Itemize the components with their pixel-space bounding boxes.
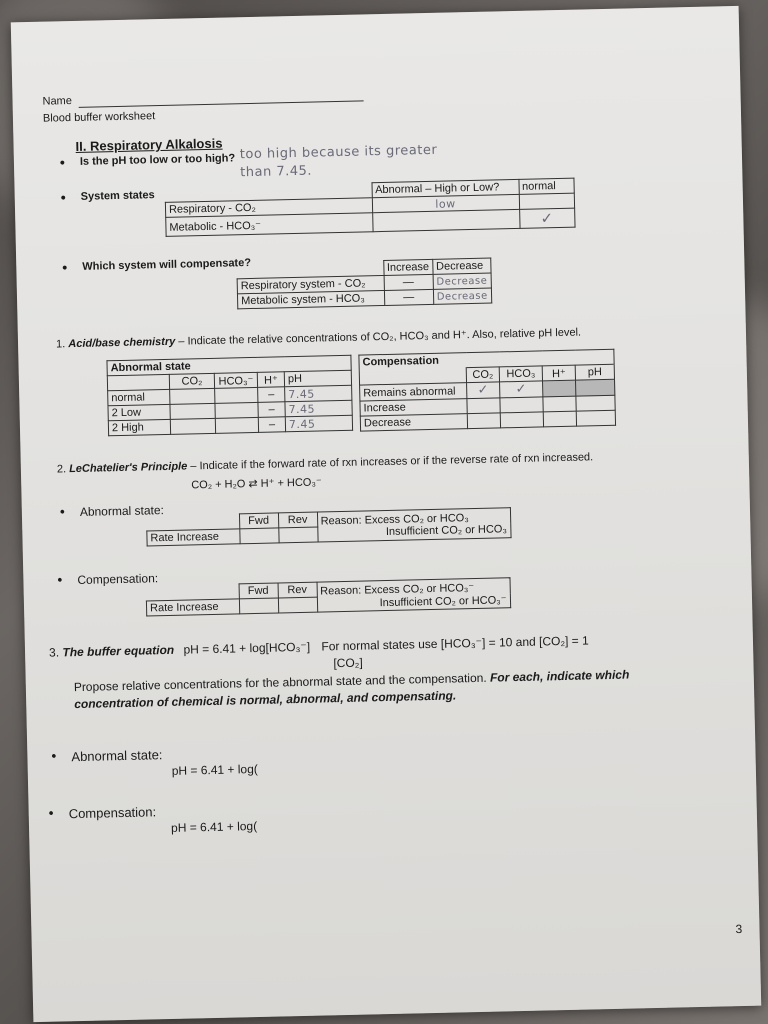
q1-abnormal-header: Abnormal state — [107, 355, 351, 376]
q1-comp-r1: Remains abnormal — [360, 383, 467, 401]
q2-text: – Indicate if the forward rate of rxn increases or if the reverse rate of rxn increased. — [187, 451, 594, 473]
name-line — [79, 100, 364, 107]
states-row-metabolic: Metabolic - HCO₃⁻ — [166, 213, 373, 237]
q1-comp-col-co2: CO₂ — [466, 367, 499, 383]
comp-row-metabolic: Metabolic system - HCO₃ — [237, 290, 384, 308]
q1-r3-ph: 7.45 — [285, 415, 352, 432]
q1-compensation-table — [358, 349, 616, 432]
name-label: Name — [42, 95, 73, 108]
q3-for-each: For each, indicate which — [489, 667, 630, 685]
q2-c-reason-excess: Reason: Excess CO₂ or HCO₃⁻ — [320, 581, 475, 598]
system-states-label: • System states — [81, 189, 155, 203]
q1-r1-h: – — [258, 387, 285, 403]
q1-r2-h: – — [258, 402, 285, 418]
q1-prompt — [56, 326, 581, 351]
ph-answer-line2: than 7.45. — [240, 163, 313, 181]
page-number: 3 — [735, 922, 743, 937]
compensate-label: • Which system will compensate? — [82, 257, 251, 273]
q1-col-hco3: HCO₃⁻ — [214, 372, 257, 388]
q3-compensation-label: • Compensation: — [69, 804, 157, 821]
q1-number: 1. — [55, 338, 66, 351]
comp-r1-inc: — — [384, 274, 434, 290]
q1-col-co2: CO₂ — [169, 373, 214, 389]
section-heading-text: II. Respiratory Alkalosis — [75, 135, 223, 154]
q1-row-low: 2 Low — [108, 404, 170, 420]
q3-propose-text: Propose relative concentrations for the abnormal state and the compensation. — [73, 670, 487, 695]
q1-title: Acid/base chemistry — [68, 335, 176, 351]
equilibrium-arrow-icon: ⇄ — [248, 477, 258, 491]
q3-prompt — [49, 633, 589, 659]
q2-c-reason — [317, 578, 511, 612]
q2-title: LeChatelier's Principle — [69, 460, 188, 476]
q2-number: 2. — [56, 463, 67, 476]
states-col-abnormal: Abnormal – High or Low? — [371, 179, 518, 197]
comp-col-decrease: Decrease — [432, 258, 490, 274]
compensate-table — [236, 258, 492, 310]
system-states-table — [165, 178, 576, 237]
q2-c-reason-insufficient: Insufficient CO₂ or HCO₃⁻ — [379, 593, 507, 609]
q2-a-rate: Rate Increase — [147, 529, 240, 546]
q2-a-reason-excess: Reason: Excess CO₂ or HCO₃ — [320, 511, 469, 527]
q1-comp-check-co2: ✓ — [467, 382, 500, 399]
q3-equation: pH = 6.41 + log[HCO₃⁻] — [183, 639, 311, 657]
q2-a-reason-insufficient: Insufficient CO₂ or HCO₃ — [385, 522, 508, 538]
section-heading — [75, 136, 222, 154]
q2-eq-left: CO₂ + H₂O — [191, 478, 246, 492]
comp-row-respiratory: Respiratory system - CO₂ — [237, 275, 384, 293]
states-row-respiratory: Respiratory - CO₂ — [165, 198, 372, 218]
q2-c-rev: Rev — [278, 582, 317, 598]
q3-denominator: [CO₂] — [333, 655, 363, 671]
ph-question: • Is the pH too low or too high? — [80, 152, 235, 168]
states-answer-check: ✓ — [519, 208, 575, 228]
q2-compensation-table — [146, 577, 511, 616]
q1-comp-col-hco3: HCO₃ — [499, 366, 542, 382]
q3-normal-text: For normal states use [HCO₃⁻] = 10 and [CO₂] = 1 — [321, 633, 589, 654]
q1-r1-ph: 7.45 — [285, 385, 352, 402]
q1-r3-h: – — [258, 417, 285, 433]
q1-row-normal: normal — [108, 389, 170, 405]
q1-col-h: H⁺ — [257, 372, 284, 388]
q1-comp-col-ph: pH — [575, 364, 614, 380]
q1-comp-col-h: H⁺ — [542, 365, 575, 381]
q2-c-rate: Rate Increase — [146, 599, 239, 616]
q1-comp-check-hco3: ✓ — [500, 381, 543, 398]
q2-eq-right: H⁺ + HCO₃⁻ — [260, 476, 322, 490]
q1-text: – Indicate the relative concentrations of CO₂, HCO₃ and H⁺. Also, relative pH level. — [175, 326, 582, 348]
q2-abnormal-label: • Abnormal state: — [80, 503, 164, 519]
comp-r1-dec: Decrease — [433, 273, 491, 289]
q3-abnormal-label: • Abnormal state: — [71, 747, 162, 764]
q1-comp-r3: Decrease — [360, 414, 467, 431]
q1-compensation-header: Compensation — [359, 349, 614, 370]
q2-a-rev: Rev — [278, 512, 317, 528]
q2-c-fwd: Fwd — [239, 583, 278, 599]
states-answer-low: low — [372, 194, 519, 212]
q3-compensation-eq: pH = 6.41 + log( — [170, 819, 258, 835]
q1-comp-r2: Increase — [360, 399, 467, 416]
q1-r2-ph: 7.45 — [285, 400, 352, 417]
q2-abnormal-table — [146, 507, 511, 546]
comp-col-increase: Increase — [383, 259, 433, 275]
states-col-normal: normal — [518, 178, 574, 194]
q2-a-fwd: Fwd — [239, 513, 278, 529]
worksheet-title: Blood buffer worksheet — [42, 110, 156, 125]
q2-a-reason — [317, 508, 511, 542]
q1-row-high: 2 High — [108, 419, 170, 435]
q3-for-each2: concentration of chemical is normal, abnormal, and compensating. — [74, 688, 457, 712]
q2-equation — [191, 475, 322, 491]
q1-col-ph: pH — [284, 370, 351, 387]
q1-abnormal-table — [106, 355, 353, 437]
worksheet-page — [11, 6, 762, 1022]
comp-r2-dec: Decrease — [433, 288, 491, 304]
q3-abnormal-eq: pH = 6.41 + log( — [171, 761, 258, 778]
q2-prompt — [57, 451, 594, 475]
q2-compensation-label: • Compensation: — [77, 571, 158, 587]
q3-title: The buffer equation — [62, 642, 175, 660]
ph-answer-line1: too high because its greater — [239, 142, 438, 163]
comp-r2-inc: — — [384, 289, 434, 305]
q3-number: 3. — [48, 645, 60, 660]
